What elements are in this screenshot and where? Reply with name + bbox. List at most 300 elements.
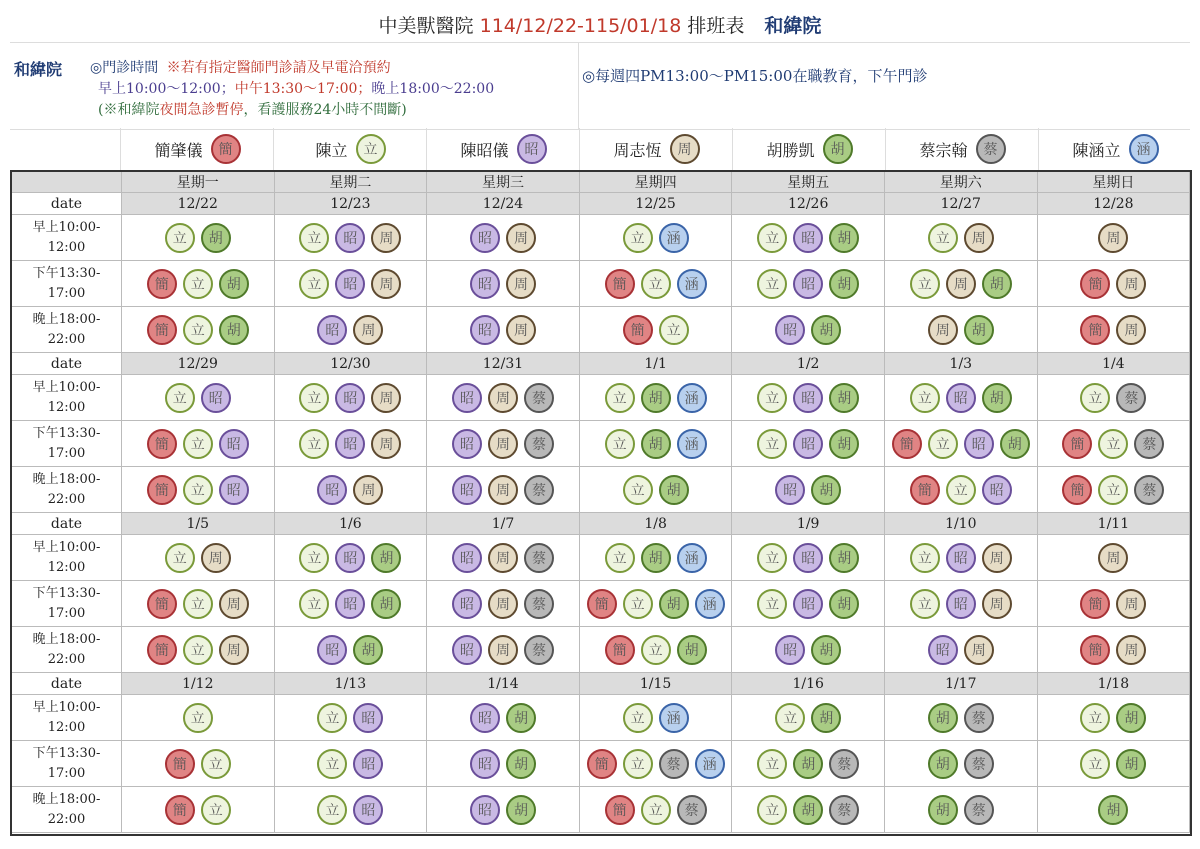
doctor-mark: 胡: [641, 543, 671, 573]
date-cell: 1/14: [427, 673, 580, 695]
doctor-mark: 立: [757, 795, 787, 825]
shift-cell: [275, 307, 428, 353]
doctor-mark: 周: [371, 269, 401, 299]
shift-cell: [122, 787, 275, 833]
doctor-mark: 周: [964, 223, 994, 253]
shift-cell: [427, 627, 580, 673]
doctor-mark: 昭: [793, 543, 823, 573]
date-row: [12, 353, 1190, 375]
slot-time-start: 晚上18:00-: [32, 791, 101, 807]
shift-cell: [122, 467, 275, 513]
shift-cell: [885, 261, 1038, 307]
doctor-mark: 立: [183, 589, 213, 619]
doctor-mark: 昭: [317, 635, 347, 665]
shift-cell: [427, 307, 580, 353]
shift-cell: [1038, 421, 1191, 467]
slot-label: [12, 307, 122, 353]
doctor-mark: 昭: [452, 543, 482, 573]
date-cell: 1/15: [580, 673, 733, 695]
shift-cell: [122, 695, 275, 741]
legend-item: [1038, 128, 1192, 170]
slot-time-end: 17:00: [47, 765, 86, 781]
shift-cell: [732, 787, 885, 833]
date-cell: 1/1: [580, 353, 733, 375]
doctor-mark: 蔡: [829, 795, 859, 825]
slot-time-start: 下午13:30-: [32, 585, 101, 601]
doctor-name: 陳昭儀: [460, 140, 509, 160]
doctor-mark: 周: [488, 475, 518, 505]
date-label: date: [12, 513, 122, 535]
doctor-mark: 昭: [201, 383, 231, 413]
shift-cell: [885, 215, 1038, 261]
doctor-mark: 胡: [829, 429, 859, 459]
slot-time-end: 17:00: [47, 445, 86, 461]
doctor-mark: 立: [605, 383, 635, 413]
date-row: [12, 673, 1190, 695]
slot-row: [12, 627, 1190, 673]
shift-cell: [275, 627, 428, 673]
doctor-mark: 昭: [982, 475, 1012, 505]
doctor-mark: 昭: [775, 315, 805, 345]
doctor-mark: 胡: [219, 269, 249, 299]
doctor-mark: 簡: [605, 269, 635, 299]
doctor-mark: 胡: [829, 383, 859, 413]
doctor-mark: 簡: [1062, 475, 1092, 505]
shift-cell: [580, 535, 733, 581]
shift-cell: [427, 261, 580, 307]
doctor-mark: 立: [641, 795, 671, 825]
doctor-mark: 蔡: [524, 589, 554, 619]
date-row: [12, 193, 1190, 215]
shift-cell: [427, 467, 580, 513]
doctor-mark: 周: [219, 635, 249, 665]
doctor-mark: 立: [317, 703, 347, 733]
doctor-mark: 胡: [641, 429, 671, 459]
doctor-mark: 胡: [659, 589, 689, 619]
slot-time-start: 下午13:30-: [32, 745, 101, 761]
doctor-mark: 蔡: [964, 749, 994, 779]
doctor-mark: 簡: [605, 795, 635, 825]
date-label: date: [12, 353, 122, 375]
shift-cell: [1038, 695, 1191, 741]
slot-label: [12, 695, 122, 741]
doctor-mark: 胡: [829, 589, 859, 619]
doctor-mark: 立: [757, 429, 787, 459]
doctor-mark: 立: [1098, 475, 1128, 505]
doctor-mark: 昭: [946, 543, 976, 573]
doctor-mark: 周: [982, 589, 1012, 619]
doctor-mark: 周: [946, 269, 976, 299]
doctor-mark: 涵: [677, 429, 707, 459]
doctor-mark: 胡: [1116, 749, 1146, 779]
shift-cell: [122, 215, 275, 261]
shift-cell: [427, 695, 580, 741]
shift-cell: [732, 215, 885, 261]
slot-time-end: 12:00: [47, 399, 86, 415]
doctor-mark: 胡: [793, 749, 823, 779]
legend-item: [426, 128, 580, 170]
doctor-mark: 蔡: [524, 543, 554, 573]
shift-cell: [122, 741, 275, 787]
shift-cell: [427, 741, 580, 787]
date-cell: 1/2: [732, 353, 885, 375]
doctor-mark: 立: [946, 475, 976, 505]
doctor-mark: 立: [757, 383, 787, 413]
shift-cell: [580, 695, 733, 741]
shift-cell: [580, 375, 733, 421]
doctor-mark: 昭: [335, 543, 365, 573]
weekday-cell: 星期一: [122, 172, 275, 193]
shift-cell: [427, 375, 580, 421]
slot-time-start: 晚上18:00-: [32, 631, 101, 647]
slot-time-start: 晚上18:00-: [32, 311, 101, 327]
doctor-name: 陳立: [315, 140, 348, 160]
doctor-mark: 簡: [147, 635, 177, 665]
shift-cell: [1038, 581, 1191, 627]
doctor-mark: 立: [910, 383, 940, 413]
doctor-mark: 簡: [1080, 269, 1110, 299]
shift-cell: [122, 627, 275, 673]
doctor-mark: 立: [183, 475, 213, 505]
slot-label: [12, 261, 122, 307]
doctor-mark: 蔡: [524, 475, 554, 505]
shift-cell: [885, 307, 1038, 353]
doctor-mark: 涵: [677, 383, 707, 413]
shift-cell: [1038, 307, 1191, 353]
doctor-mark: 昭: [452, 383, 482, 413]
slot-time-end: 17:00: [47, 285, 86, 301]
date-row: [12, 513, 1190, 535]
shift-cell: [732, 741, 885, 787]
doctor-mark: 涵: [659, 703, 689, 733]
doctor-mark: 簡: [623, 315, 653, 345]
doctor-mark: 立: [757, 223, 787, 253]
hours-line: [98, 78, 494, 98]
schedule-table: [10, 170, 1192, 836]
doctor-name: 陳涵立: [1072, 140, 1121, 160]
doctor-mark: 立: [317, 795, 347, 825]
doctor-mark: 昭: [353, 795, 383, 825]
doctor-mark: 昭: [452, 429, 482, 459]
shift-cell: [1038, 375, 1191, 421]
doctor-mark: 周: [488, 589, 518, 619]
shift-cell: [885, 741, 1038, 787]
page-title: [10, 10, 1190, 42]
shift-cell: [122, 307, 275, 353]
doctor-mark: 昭: [353, 749, 383, 779]
doctor-mark: 周: [506, 223, 536, 253]
shift-cell: [580, 215, 733, 261]
slot-time-end: 12:00: [47, 559, 86, 575]
slot-time-end: 22:00: [47, 331, 86, 347]
doctor-mark: 立: [623, 703, 653, 733]
doctor-mark: 立: [605, 429, 635, 459]
slot-time-end: 12:00: [47, 239, 86, 255]
slot-time-end: 22:00: [47, 491, 86, 507]
slot-row: [12, 581, 1190, 627]
doctor-mark: 胡: [928, 795, 958, 825]
doctor-mark: 胡: [964, 315, 994, 345]
doctor-mark: 周: [670, 134, 700, 164]
clinic-name: 中美獸醫院: [378, 15, 474, 37]
doctor-mark: 昭: [470, 269, 500, 299]
shift-cell: [732, 535, 885, 581]
doctor-mark: 涵: [659, 223, 689, 253]
date-cell: 1/5: [122, 513, 275, 535]
schedule-range: 114/12/22-115/01/18: [479, 15, 682, 37]
doctor-mark: 簡: [147, 429, 177, 459]
info-panel: [10, 42, 1190, 130]
doctor-mark: 蔡: [659, 749, 689, 779]
doctor-mark: 立: [201, 749, 231, 779]
doctor-mark: 胡: [829, 269, 859, 299]
slot-time-start: 早上10:00-: [32, 379, 101, 395]
date-cell: 1/9: [732, 513, 885, 535]
doctor-mark: 昭: [793, 383, 823, 413]
slot-label: [12, 535, 122, 581]
weekday-cell: 星期四: [580, 172, 733, 193]
doctor-mark: 胡: [1098, 795, 1128, 825]
doctor-mark: 蔡: [829, 749, 859, 779]
shift-cell: [122, 261, 275, 307]
shift-cell: [275, 787, 428, 833]
doctor-mark: 周: [371, 429, 401, 459]
slot-label: [12, 375, 122, 421]
shift-cell: [580, 307, 733, 353]
shift-cell: [885, 787, 1038, 833]
doctor-mark: 立: [299, 269, 329, 299]
shift-cell: [580, 627, 733, 673]
doctor-mark: 簡: [1080, 635, 1110, 665]
date-cell: 1/13: [275, 673, 428, 695]
legend-item: [120, 128, 274, 170]
doctor-mark: 簡: [1062, 429, 1092, 459]
shift-cell: [885, 627, 1038, 673]
doctor-mark: 涵: [677, 269, 707, 299]
shift-cell: [885, 375, 1038, 421]
slot-time-start: 早上10:00-: [32, 699, 101, 715]
doctor-mark: 胡: [201, 223, 231, 253]
doctor-name: 簡肇儀: [154, 140, 203, 160]
doctor-mark: 昭: [470, 749, 500, 779]
doctor-mark: 昭: [928, 635, 958, 665]
doctor-mark: 周: [201, 543, 231, 573]
doctor-mark: 簡: [1080, 589, 1110, 619]
doctor-mark: 立: [183, 429, 213, 459]
doctor-mark: 立: [623, 749, 653, 779]
doctor-mark: 立: [641, 269, 671, 299]
doctor-mark: 簡: [147, 475, 177, 505]
slot-label: [12, 581, 122, 627]
doctor-mark: 蔡: [524, 383, 554, 413]
doctor-mark: 立: [623, 589, 653, 619]
doctor-mark: 立: [659, 315, 689, 345]
doctor-mark: 昭: [470, 703, 500, 733]
doctor-mark: 胡: [982, 269, 1012, 299]
doctor-mark: 昭: [470, 795, 500, 825]
date-cell: 12/22: [122, 193, 275, 215]
date-cell: 12/26: [732, 193, 885, 215]
slot-time-end: 17:00: [47, 605, 86, 621]
doctor-mark: 立: [317, 749, 347, 779]
doctor-mark: 周: [488, 383, 518, 413]
slot-time-start: 下午13:30-: [32, 265, 101, 281]
doctor-mark: 簡: [147, 315, 177, 345]
doctor-mark: 立: [201, 795, 231, 825]
doctor-mark: 蔡: [677, 795, 707, 825]
shift-cell: [885, 695, 1038, 741]
doctor-mark: 胡: [829, 223, 859, 253]
slot-time-start: 早上10:00-: [32, 219, 101, 235]
info-divider: [578, 43, 579, 129]
date-cell: 12/27: [885, 193, 1038, 215]
doctor-mark: 周: [506, 315, 536, 345]
slot-label: [12, 215, 122, 261]
night-note-c: ，看護服務24小時不間斷): [243, 102, 407, 118]
doctor-mark: 胡: [982, 383, 1012, 413]
doctor-mark: 蔡: [976, 134, 1006, 164]
doctor-mark: 昭: [219, 429, 249, 459]
doctor-mark: 周: [371, 383, 401, 413]
legend-item: [885, 128, 1039, 170]
shift-cell: [427, 421, 580, 467]
doctor-mark: 昭: [964, 429, 994, 459]
doctor-mark: 周: [353, 475, 383, 505]
shift-cell: [275, 741, 428, 787]
slot-row: [12, 307, 1190, 353]
doctor-mark: 胡: [811, 635, 841, 665]
shift-cell: [732, 627, 885, 673]
shift-cell: [732, 421, 885, 467]
doctor-mark: 蔡: [1116, 383, 1146, 413]
shift-cell: [580, 741, 733, 787]
doctor-mark: 昭: [452, 475, 482, 505]
doctor-mark: 立: [183, 269, 213, 299]
doctor-mark: 胡: [659, 475, 689, 505]
slot-row: [12, 787, 1190, 833]
doctor-mark: 蔡: [1134, 475, 1164, 505]
night-note-a: (※和緯院: [98, 102, 160, 118]
slot-time-start: 早上10:00-: [32, 539, 101, 555]
corner-cell: [12, 172, 122, 193]
shift-cell: [732, 467, 885, 513]
night-note: [98, 99, 407, 119]
shift-cell: [122, 375, 275, 421]
date-cell: 1/7: [427, 513, 580, 535]
doctor-mark: 胡: [353, 635, 383, 665]
doctor-mark: 周: [928, 315, 958, 345]
slot-row: [12, 695, 1190, 741]
shift-cell: [580, 787, 733, 833]
shift-cell: [1038, 467, 1191, 513]
doctor-mark: 胡: [371, 543, 401, 573]
date-cell: 12/23: [275, 193, 428, 215]
shift-cell: [275, 261, 428, 307]
shift-cell: [275, 581, 428, 627]
legend-item: [579, 128, 733, 170]
doctor-mark: 立: [757, 269, 787, 299]
night-note-b: 夜間急診暫停: [159, 102, 244, 118]
doctor-mark: 涵: [695, 749, 725, 779]
appointment-note: ※若有指定醫師門診請及早電洽預約: [166, 60, 391, 76]
doctor-mark: 蔡: [1134, 429, 1164, 459]
date-cell: 1/16: [732, 673, 885, 695]
doctor-mark: 胡: [677, 635, 707, 665]
doctor-mark: 簡: [892, 429, 922, 459]
slot-label: [12, 787, 122, 833]
doctor-mark: 周: [353, 315, 383, 345]
shift-cell: [1038, 787, 1191, 833]
date-cell: 1/8: [580, 513, 733, 535]
doctor-mark: 昭: [470, 223, 500, 253]
doctor-mark: 周: [964, 635, 994, 665]
weekday-cell: 星期五: [732, 172, 885, 193]
doctor-mark: 蔡: [524, 429, 554, 459]
doctor-mark: 涵: [1129, 134, 1159, 164]
doctor-mark: 立: [1080, 749, 1110, 779]
doctor-mark: 胡: [506, 795, 536, 825]
slot-time-end: 12:00: [47, 719, 86, 735]
date-cell: 1/11: [1038, 513, 1191, 535]
doctor-mark: 昭: [775, 635, 805, 665]
doctor-mark: 昭: [946, 589, 976, 619]
doctor-mark: 立: [299, 589, 329, 619]
doctor-mark: 胡: [1000, 429, 1030, 459]
legend-item: [273, 128, 427, 170]
doctor-mark: 周: [506, 269, 536, 299]
shift-cell: [275, 535, 428, 581]
doctor-mark: 立: [605, 543, 635, 573]
doctor-mark: 周: [488, 635, 518, 665]
date-cell: 1/3: [885, 353, 1038, 375]
slot-row: [12, 741, 1190, 787]
weekday-header: [12, 172, 1190, 193]
weekday-cell: 星期日: [1038, 172, 1191, 193]
slot-time-end: 22:00: [47, 651, 86, 667]
doctor-mark: 昭: [793, 223, 823, 253]
date-cell: 12/28: [1038, 193, 1191, 215]
doctor-mark: 胡: [506, 749, 536, 779]
doctor-mark: 昭: [335, 269, 365, 299]
doctor-mark: 周: [1116, 269, 1146, 299]
doctor-mark: 立: [775, 703, 805, 733]
doctor-mark: 胡: [823, 134, 853, 164]
doctor-mark: 昭: [335, 589, 365, 619]
slot-label: [12, 467, 122, 513]
hours-am: 早上10:00～12:00；: [98, 81, 235, 97]
doctor-mark: 周: [488, 543, 518, 573]
slot-time-end: 22:00: [47, 811, 86, 827]
weekday-cell: 星期六: [885, 172, 1038, 193]
doctor-mark: 昭: [517, 134, 547, 164]
doctor-mark: 昭: [335, 223, 365, 253]
doctor-mark: 昭: [452, 635, 482, 665]
doctor-mark: 蔡: [524, 635, 554, 665]
doctor-mark: 簡: [587, 749, 617, 779]
shift-cell: [885, 467, 1038, 513]
slot-label: [12, 741, 122, 787]
doctor-mark: 胡: [371, 589, 401, 619]
slot-row: [12, 261, 1190, 307]
doctor-mark: 昭: [219, 475, 249, 505]
doctor-mark: 立: [299, 223, 329, 253]
hours-pm: 中午13:30～17:00；: [234, 81, 372, 97]
doctor-mark: 胡: [928, 703, 958, 733]
shift-cell: [732, 261, 885, 307]
doctor-mark: 簡: [165, 749, 195, 779]
doctor-mark: 周: [1116, 315, 1146, 345]
doctor-mark: 昭: [353, 703, 383, 733]
